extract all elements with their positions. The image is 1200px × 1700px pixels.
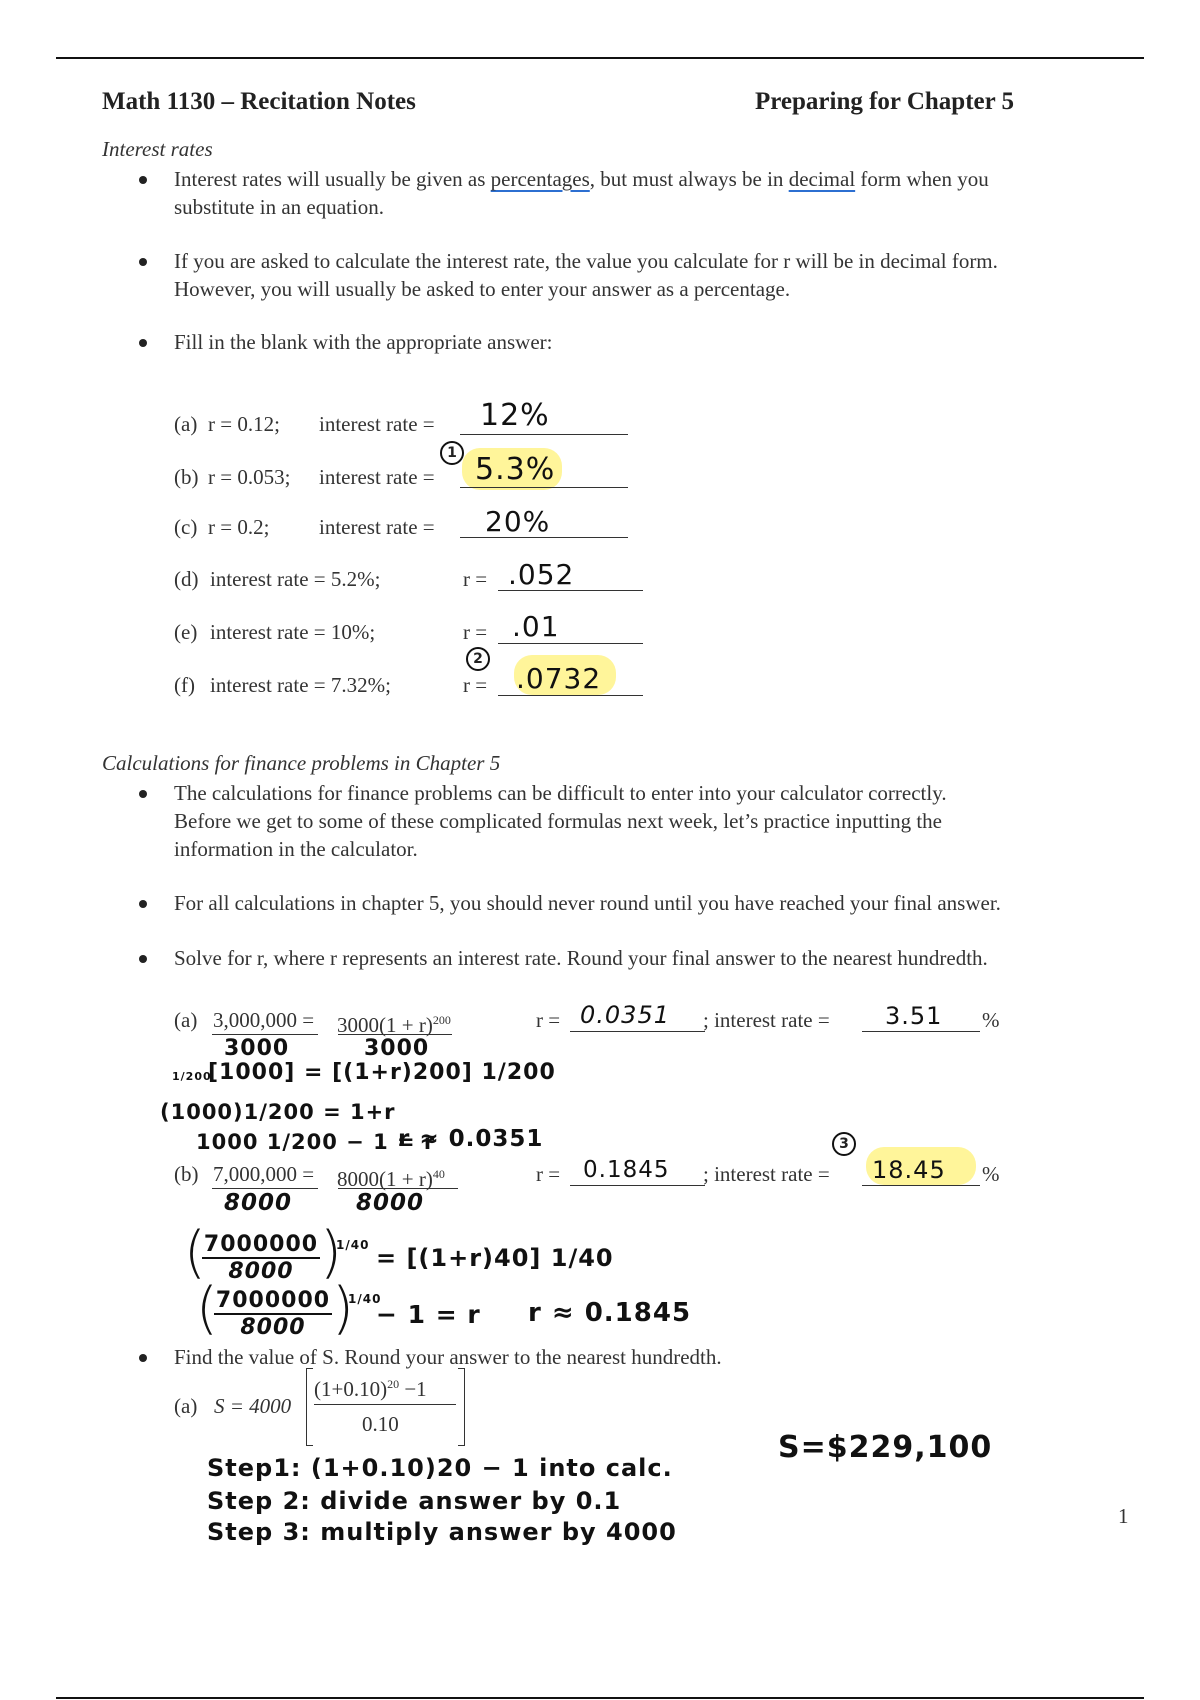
handwritten-answer: 12%: [480, 398, 550, 433]
handwritten-answer: 20%: [485, 505, 551, 538]
item-given: r = 0.12;: [208, 412, 280, 436]
item-ask: r =: [463, 620, 488, 644]
page-title: Math 1130 – Recitation Notes: [102, 88, 416, 115]
handwritten-work: 1/40: [336, 1238, 370, 1252]
fraction-bar: [338, 1034, 452, 1035]
handwritten-answer: .0732: [516, 662, 602, 695]
handwritten-paren: ): [320, 1220, 343, 1285]
handwritten-answer: 18.45: [872, 1156, 946, 1184]
equation-rhs: $3000(1 + r)^{200}$: [337, 1013, 451, 1037]
item-given: interest rate = 10%;: [210, 620, 376, 644]
r-label: r =: [536, 1162, 561, 1186]
bullet: [139, 258, 147, 266]
handwritten-answer: .052: [508, 558, 575, 591]
answer-blank: [862, 1185, 980, 1186]
percent-sign: %: [982, 1008, 1000, 1032]
handwritten-final-answer: S=$229,100: [778, 1430, 993, 1465]
handwritten-paren: (: [184, 1220, 207, 1285]
handwritten-work: 1/200: [172, 1070, 212, 1083]
handwritten-work: (1000)1/200 = 1+r: [160, 1100, 396, 1124]
right-bracket: [458, 1368, 465, 1446]
handwritten-work: = [(1+r)40] 1/40: [376, 1244, 614, 1272]
section-heading-interest: Interest rates: [102, 137, 213, 161]
handwritten-answer: 5.3%: [475, 452, 556, 487]
equation-rhs: $8000(1 + r)^{40}$: [337, 1167, 445, 1191]
answer-blank: [498, 695, 643, 696]
fraction-bar: [212, 1188, 318, 1189]
problem-label: (a): [174, 1008, 198, 1032]
bullet-text: Before we get to some of these complicated formulas next week, let’s practice inputting the: [174, 809, 942, 833]
bullet: [139, 790, 147, 798]
bullet-text: However, you will usually be asked to enter your answer as a percentage.: [174, 277, 791, 301]
bullet-text: substitute in an equation.: [174, 195, 384, 219]
bullet-text: If you are asked to calculate the interest rate, the value you calculate for r will be in decimal form.: [174, 249, 998, 273]
fraction-bar: [338, 1188, 458, 1189]
handwritten-denominator: 8000: [356, 1190, 425, 1216]
bottom-rule: [56, 1697, 1144, 1699]
bullet-text: Solve for r, where r represents an interest rate. Round your final answer to the nearest hundredth.: [174, 946, 988, 970]
marker-3: 3: [832, 1132, 856, 1156]
handwritten-denominator: 8000: [224, 1190, 293, 1216]
handwritten-result: r ≈ 0.0351: [398, 1126, 544, 1152]
formula-numerator: $(1+0.10)^{20} -1$: [314, 1377, 427, 1401]
handwritten-work: 1000 1/200 − 1 = r: [196, 1130, 436, 1154]
bullet-text: information in the calculator.: [174, 837, 418, 861]
item-given: interest rate = 7.32%;: [210, 673, 391, 697]
handwritten-answer: .01: [512, 610, 560, 643]
item-given: r = 0.053;: [208, 465, 291, 489]
top-rule: [56, 57, 1144, 59]
rate-label: ; interest rate =: [703, 1162, 830, 1186]
fraction-bar: [212, 1034, 318, 1035]
bullet-text: The calculations for finance problems can be difficult to enter into your calculator correctly.: [174, 781, 947, 805]
bullet: [139, 339, 147, 347]
equation-lhs: 7,000,000 =: [213, 1162, 315, 1186]
answer-blank: [460, 434, 628, 435]
handwritten-answer: 3.51: [885, 1002, 943, 1030]
handwritten-step: Step1: (1+0.10)20 − 1 into calc.: [207, 1454, 673, 1482]
problem-label: (a): [174, 1394, 198, 1418]
handwritten-work: − 1 = r: [376, 1300, 481, 1329]
handwritten-work: [1000] = [(1+r)200] 1/200: [208, 1060, 556, 1085]
percent-sign: %: [982, 1162, 1000, 1186]
item-label: (e): [174, 620, 198, 644]
handwritten-answer: 0.1845: [583, 1157, 670, 1183]
answer-blank: [570, 1185, 705, 1186]
answer-blank: [460, 487, 628, 488]
page-number: 1: [1118, 1504, 1129, 1528]
item-given: interest rate = 5.2%;: [210, 567, 381, 591]
bullet: [139, 1354, 147, 1362]
handwritten-answer: 0.0351: [580, 1001, 670, 1029]
handwritten-paren: ): [332, 1276, 355, 1341]
bullet-text: For all calculations in chapter 5, you should never round until you have reached your final answer.: [174, 891, 1001, 915]
section-heading-finance: Calculations for finance problems in Chapter 5: [102, 751, 501, 775]
answer-blank: [498, 643, 643, 644]
item-ask: interest rate =: [319, 412, 435, 436]
handwritten-paren: (: [196, 1276, 219, 1341]
item-label: (d): [174, 567, 199, 591]
chapter-title: Preparing for Chapter 5: [755, 88, 1015, 115]
marker-1: 1: [440, 441, 464, 465]
problem-label: (b): [174, 1162, 199, 1186]
fraction-bar: [314, 1404, 456, 1405]
equation-lhs: 3,000,000 =: [213, 1008, 315, 1032]
rate-label: ; interest rate =: [703, 1008, 830, 1032]
left-bracket: [306, 1368, 313, 1446]
answer-blank: [862, 1031, 980, 1032]
handwritten-denominator: 3000: [364, 1036, 430, 1061]
handwritten-step: Step 2: divide answer by 0.1: [207, 1487, 622, 1515]
handwritten-result: r ≈ 0.1845: [528, 1298, 692, 1328]
handwritten-step: Step 3: multiply answer by 4000: [207, 1518, 677, 1546]
handwritten-fraction: $\frac{7000000}{8000}$: [215, 1288, 331, 1340]
item-label: (f): [174, 673, 195, 697]
marker-2: 2: [466, 647, 490, 671]
item-ask: interest rate =: [319, 465, 435, 489]
item-ask: r =: [463, 673, 488, 697]
item-label: (a): [174, 412, 198, 436]
handwritten-denominator: 3000: [224, 1036, 290, 1061]
bullet-text: Find the value of S. Round your answer to the nearest hundredth.: [174, 1345, 722, 1369]
item-label: (c): [174, 515, 198, 539]
handwritten-work: 1/40: [348, 1292, 382, 1306]
item-given: r = 0.2;: [208, 515, 270, 539]
bullet: [139, 900, 147, 908]
item-ask: interest rate =: [319, 515, 435, 539]
formula-prefix: S = 4000: [214, 1394, 292, 1418]
item-ask: r =: [463, 567, 488, 591]
answer-blank: [570, 1031, 705, 1032]
bullet-text: Fill in the blank with the appropriate answer:: [174, 330, 553, 354]
bullet-text: Interest rates will usually be given as percentages, but must always be in decimal form when you: [174, 167, 989, 191]
bullet: [139, 176, 147, 184]
r-label: r =: [536, 1008, 561, 1032]
handwritten-fraction: $\frac{7000000}{8000}$: [203, 1232, 319, 1284]
bullet: [139, 955, 147, 963]
formula-denominator: 0.10: [362, 1412, 399, 1436]
item-label: (b): [174, 465, 199, 489]
